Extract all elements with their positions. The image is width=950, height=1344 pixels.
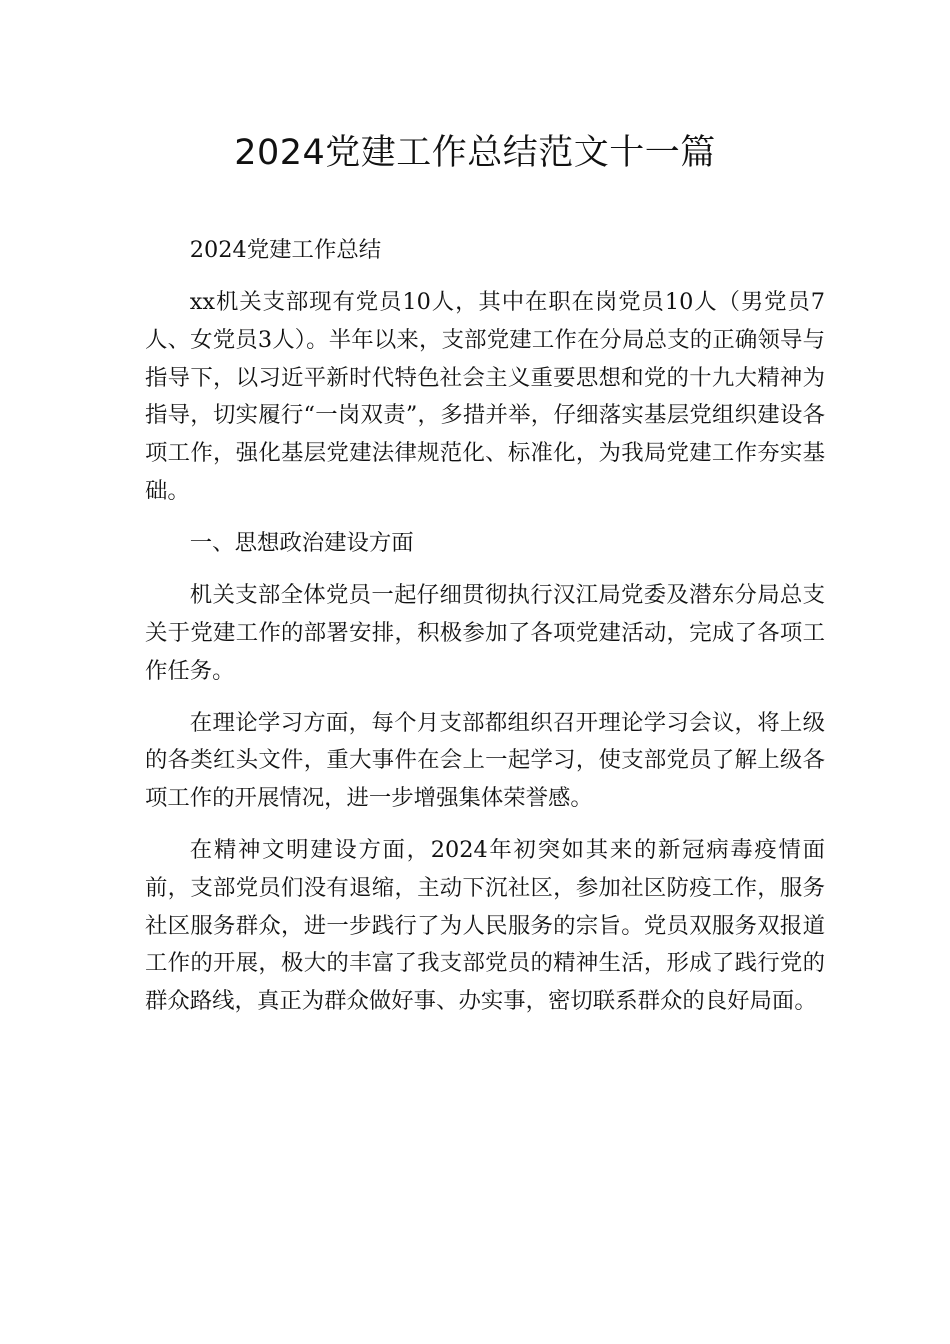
paragraph-civilization-building: 在精神文明建设方面，2024年初突如其来的新冠病毒疫情面前，支部党员们没有退缩，主动下沉社区，参加社区防疫工作，服务社区服务群众，进一步践行了为人民服务的宗旨。党员双服务双报道工作的开展，极大的丰富了我支部党员的精神生活，形成了践行党的群众路线，真正为群众做好事、办实事，密切联系群众的良好局面。: [145, 837, 825, 1015]
document-body: [145, 232, 825, 1035]
paragraph-branch-overview: xx机关支部现有党员10人，其中在职在岗党员10人（男党员7人、女党员3人）。半年以来，支部党建工作在分局总支的正确领导与指导下，以习近平新时代特色社会主义重要思想和党的十九大精神为指导，切实履行“一岗双责”，多措并举，仔细落实基层党组织建设各项工作，强化基层党建法律规范化、标准化，为我局党建工作夯实基础。: [145, 288, 825, 504]
paragraph-theory-study: 在理论学习方面，每个月支部都组织召开理论学习会议，将上级的各类红头文件，重大事件在会上一起学习，使支部党员了解上级各项工作的开展情况，进一步增强集体荣誉感。: [145, 709, 825, 812]
section-heading-ideological: 一、思想政治建设方面: [189, 529, 414, 556]
document-title: 2024党建工作总结范文十一篇: [234, 133, 716, 173]
paragraph-implementation: 机关支部全体党员一起仔细贯彻执行汉江局党委及潜东分局总支关于党建工作的部署安排，积极参加了各项党建活动，完成了各项工作任务。: [145, 581, 825, 684]
section-heading-summary: 2024党建工作总结: [189, 237, 382, 263]
